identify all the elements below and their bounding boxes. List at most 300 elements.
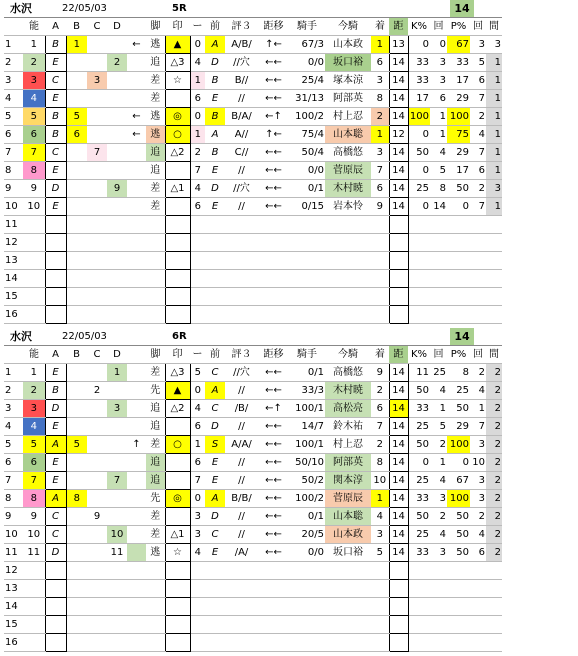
cell-rank bbox=[190, 234, 205, 252]
column-header-finish-pos: 着 bbox=[371, 346, 389, 364]
cell-col-a bbox=[66, 72, 87, 90]
cell-k-runs: 0 bbox=[430, 36, 447, 54]
cell-jockey-rate bbox=[289, 270, 325, 288]
table-row bbox=[4, 198, 502, 216]
cell-rating-3 bbox=[225, 634, 258, 652]
column-header-p-runs: 回 bbox=[470, 18, 486, 36]
cell-ability-grade bbox=[45, 288, 66, 306]
cell-prev-grade: E bbox=[205, 544, 225, 562]
race-number: 6R bbox=[172, 331, 187, 342]
cell-k-percent: 33 bbox=[408, 54, 430, 72]
cell-jockey-rate: 0/1 bbox=[289, 180, 325, 198]
cell-mark: △2 bbox=[165, 400, 190, 418]
cell-col-a bbox=[66, 90, 87, 108]
column-header-jockey-name: 今騎 bbox=[325, 18, 371, 36]
cell-rank: 0 bbox=[190, 108, 205, 126]
cell-horse-number bbox=[23, 580, 45, 598]
cell-finish-pos bbox=[371, 288, 389, 306]
cell-rank bbox=[190, 306, 205, 324]
cell-interval: 1 bbox=[486, 198, 502, 216]
cell-k-percent: 11 bbox=[408, 364, 430, 382]
column-header-ability-grade: A bbox=[45, 346, 66, 364]
cell-ability-grade: B bbox=[45, 108, 66, 126]
cell-distance: 14 bbox=[389, 472, 408, 490]
cell-distance: 14 bbox=[389, 382, 408, 400]
cell-horse-number: 3 bbox=[23, 400, 45, 418]
cell-interval bbox=[486, 270, 502, 288]
cell-mark bbox=[165, 508, 190, 526]
cell-row-number: 14 bbox=[4, 270, 23, 288]
cell-col-a bbox=[66, 180, 87, 198]
cell-distance: 12 bbox=[389, 126, 408, 144]
cell-distance: 14 bbox=[389, 72, 408, 90]
cell-rank: 0 bbox=[190, 490, 205, 508]
cell-mark bbox=[165, 198, 190, 216]
cell-running-style: 追 bbox=[146, 400, 165, 418]
cell-interval: 1 bbox=[486, 126, 502, 144]
cell-mark bbox=[165, 234, 190, 252]
cell-k-percent: 17 bbox=[408, 90, 430, 108]
cell-p-runs: 1 bbox=[470, 400, 486, 418]
cell-ability-grade: C bbox=[45, 526, 66, 544]
cell-jockey-rate: 50/10 bbox=[289, 454, 325, 472]
cell-col-b bbox=[87, 364, 107, 382]
cell-col-a bbox=[66, 144, 87, 162]
cell-ability-grade bbox=[45, 252, 66, 270]
table-row bbox=[4, 90, 502, 108]
cell-col-a bbox=[66, 252, 87, 270]
cell-p-runs bbox=[470, 634, 486, 652]
table-header-row bbox=[4, 18, 502, 36]
table-row bbox=[4, 454, 502, 472]
cell-interval: 1 bbox=[486, 54, 502, 72]
cell-col-a bbox=[66, 526, 87, 544]
cell-p-percent: 67 bbox=[447, 36, 470, 54]
cell-col-b bbox=[87, 126, 107, 144]
cell-row-number: 3 bbox=[4, 400, 23, 418]
cell-col-a: 5 bbox=[66, 436, 87, 454]
cell-col-b bbox=[87, 472, 107, 490]
cell-row-number: 6 bbox=[4, 454, 23, 472]
column-header-prev-grade: 前 bbox=[205, 18, 225, 36]
cell-finish-pos: 9 bbox=[371, 364, 389, 382]
cell-horse-number: 9 bbox=[23, 508, 45, 526]
cell-prev-grade: E bbox=[205, 198, 225, 216]
cell-jockey-rate: 0/15 bbox=[289, 198, 325, 216]
column-header-jockey-name: 今騎 bbox=[325, 346, 371, 364]
cell-finish-pos bbox=[371, 616, 389, 634]
cell-distance-change: ↑← bbox=[258, 126, 289, 144]
cell-k-runs: 4 bbox=[430, 144, 447, 162]
cell-col-d-arrow bbox=[127, 364, 146, 382]
column-header-k-runs: 回 bbox=[430, 18, 447, 36]
cell-rank: 4 bbox=[190, 400, 205, 418]
cell-k-runs bbox=[430, 216, 447, 234]
cell-jockey-name: 鈴木祐 bbox=[325, 418, 371, 436]
cell-running-style: 差 bbox=[146, 364, 165, 382]
cell-k-runs: 1 bbox=[430, 454, 447, 472]
cell-jockey-name: 村上忍 bbox=[325, 436, 371, 454]
cell-col-c bbox=[107, 198, 127, 216]
cell-rating-3: A// bbox=[225, 126, 258, 144]
cell-col-a bbox=[66, 364, 87, 382]
cell-distance bbox=[389, 234, 408, 252]
cell-distance-change: ←← bbox=[258, 490, 289, 508]
cell-col-b bbox=[87, 180, 107, 198]
cell-finish-pos: 1 bbox=[371, 490, 389, 508]
cell-interval bbox=[486, 634, 502, 652]
cell-k-runs bbox=[430, 580, 447, 598]
cell-row-number: 15 bbox=[4, 616, 23, 634]
cell-p-percent bbox=[447, 598, 470, 616]
cell-p-percent bbox=[447, 616, 470, 634]
cell-horse-number: 8 bbox=[23, 162, 45, 180]
cell-p-runs bbox=[470, 306, 486, 324]
cell-jockey-name bbox=[325, 598, 371, 616]
cell-col-a bbox=[66, 616, 87, 634]
cell-prev-grade: A bbox=[205, 490, 225, 508]
column-header-col-d-arrow bbox=[127, 18, 146, 36]
cell-col-c: 11 bbox=[107, 544, 127, 562]
column-header-running-style: 脚 bbox=[146, 346, 165, 364]
cell-prev-grade: A bbox=[205, 126, 225, 144]
race-date: 22/05/03 bbox=[62, 3, 107, 14]
cell-rank bbox=[190, 252, 205, 270]
cell-mark: ◎ bbox=[165, 490, 190, 508]
cell-running-style bbox=[146, 562, 165, 580]
cell-row-number: 4 bbox=[4, 90, 23, 108]
cell-ability-grade: D bbox=[45, 400, 66, 418]
cell-row-number: 9 bbox=[4, 180, 23, 198]
cell-k-runs: 3 bbox=[430, 490, 447, 508]
cell-row-number: 12 bbox=[4, 234, 23, 252]
cell-row-number: 15 bbox=[4, 288, 23, 306]
cell-running-style: 差 bbox=[146, 72, 165, 90]
cell-col-c: 7 bbox=[107, 472, 127, 490]
cell-running-style: 先 bbox=[146, 490, 165, 508]
cell-col-c: 9 bbox=[107, 180, 127, 198]
cell-jockey-name bbox=[325, 616, 371, 634]
cell-ability-grade: C bbox=[45, 144, 66, 162]
cell-distance-change bbox=[258, 562, 289, 580]
cell-jockey-name: 高松亮 bbox=[325, 400, 371, 418]
cell-running-style bbox=[146, 288, 165, 306]
cell-col-d-arrow bbox=[127, 598, 146, 616]
cell-prev-grade bbox=[205, 306, 225, 324]
cell-interval: 2 bbox=[486, 472, 502, 490]
table-row bbox=[4, 598, 502, 616]
cell-finish-pos: 3 bbox=[371, 526, 389, 544]
cell-col-b bbox=[87, 288, 107, 306]
cell-col-a bbox=[66, 454, 87, 472]
cell-col-c bbox=[107, 216, 127, 234]
cell-p-percent: 29 bbox=[447, 418, 470, 436]
column-header-jockey-rate: 騎手 bbox=[289, 18, 325, 36]
cell-col-c bbox=[107, 598, 127, 616]
cell-jockey-name bbox=[325, 306, 371, 324]
cell-p-percent: 17 bbox=[447, 72, 470, 90]
cell-jockey-rate bbox=[289, 252, 325, 270]
cell-jockey-rate bbox=[289, 216, 325, 234]
cell-ability-grade: C bbox=[45, 508, 66, 526]
cell-rank bbox=[190, 562, 205, 580]
cell-col-c bbox=[107, 580, 127, 598]
cell-p-runs: 7 bbox=[470, 144, 486, 162]
cell-rating-3: C// bbox=[225, 144, 258, 162]
cell-jockey-name: 高橋悠 bbox=[325, 364, 371, 382]
cell-distance-change: ←← bbox=[258, 364, 289, 382]
cell-jockey-name bbox=[325, 562, 371, 580]
cell-distance: 14 bbox=[389, 418, 408, 436]
cell-finish-pos: 8 bbox=[371, 454, 389, 472]
cell-ability-grade bbox=[45, 234, 66, 252]
column-header-finish-pos: 着 bbox=[371, 18, 389, 36]
cell-jockey-rate: 100/1 bbox=[289, 436, 325, 454]
cell-jockey-name: 菅原辰 bbox=[325, 162, 371, 180]
cell-p-percent: 8 bbox=[447, 364, 470, 382]
table-row bbox=[4, 54, 502, 72]
cell-ability-grade: A bbox=[45, 490, 66, 508]
cell-distance bbox=[389, 598, 408, 616]
cell-mark bbox=[165, 598, 190, 616]
cell-col-d-arrow bbox=[127, 400, 146, 418]
cell-finish-pos bbox=[371, 234, 389, 252]
cell-prev-grade: D bbox=[205, 508, 225, 526]
cell-interval bbox=[486, 562, 502, 580]
cell-running-style: 追 bbox=[146, 454, 165, 472]
cell-prev-grade: C bbox=[205, 526, 225, 544]
cell-p-runs bbox=[470, 234, 486, 252]
cell-mark: ☆ bbox=[165, 72, 190, 90]
cell-finish-pos: 2 bbox=[371, 382, 389, 400]
cell-rating-3 bbox=[225, 562, 258, 580]
cell-jockey-rate: 0/0 bbox=[289, 54, 325, 72]
column-header-mark: 印 bbox=[165, 346, 190, 364]
cell-rank: 0 bbox=[190, 36, 205, 54]
cell-horse-number: 5 bbox=[23, 436, 45, 454]
cell-col-c bbox=[107, 616, 127, 634]
cell-ability-grade: D bbox=[45, 544, 66, 562]
column-header-horse-number: 能 bbox=[23, 18, 45, 36]
cell-jockey-rate bbox=[289, 598, 325, 616]
cell-rank: 6 bbox=[190, 454, 205, 472]
cell-p-runs: 6 bbox=[470, 162, 486, 180]
cell-p-percent bbox=[447, 216, 470, 234]
cell-distance-change: ←← bbox=[258, 144, 289, 162]
cell-horse-number: 1 bbox=[23, 36, 45, 54]
cell-prev-grade bbox=[205, 216, 225, 234]
cell-interval bbox=[486, 580, 502, 598]
cell-k-percent: 0 bbox=[408, 454, 430, 472]
cell-rating-3: B/B/ bbox=[225, 490, 258, 508]
cell-jockey-rate: 31/13 bbox=[289, 90, 325, 108]
cell-k-percent: 25 bbox=[408, 418, 430, 436]
cell-running-style: 逃 bbox=[146, 126, 165, 144]
cell-rating-3: // bbox=[225, 472, 258, 490]
column-header-p-percent: P% bbox=[447, 346, 470, 364]
table-row bbox=[4, 544, 502, 562]
cell-col-d-arrow bbox=[127, 472, 146, 490]
cell-rating-3: B/A/ bbox=[225, 108, 258, 126]
cell-k-runs bbox=[430, 252, 447, 270]
cell-col-b bbox=[87, 490, 107, 508]
cell-distance: 14 bbox=[389, 198, 408, 216]
cell-k-percent: 50 bbox=[408, 382, 430, 400]
cell-horse-number: 9 bbox=[23, 180, 45, 198]
cell-p-percent: 50 bbox=[447, 400, 470, 418]
cell-running-style bbox=[146, 634, 165, 652]
cell-mark bbox=[165, 90, 190, 108]
cell-col-a bbox=[66, 270, 87, 288]
cell-col-b bbox=[87, 306, 107, 324]
column-header-p-runs: 回 bbox=[470, 346, 486, 364]
cell-col-c bbox=[107, 108, 127, 126]
cell-k-percent: 25 bbox=[408, 526, 430, 544]
column-header-row-number bbox=[4, 346, 23, 364]
cell-interval: 1 bbox=[486, 90, 502, 108]
cell-mark: ○ bbox=[165, 436, 190, 454]
cell-k-percent bbox=[408, 306, 430, 324]
cell-horse-number: 6 bbox=[23, 126, 45, 144]
cell-ability-grade bbox=[45, 598, 66, 616]
cell-ability-grade: D bbox=[45, 180, 66, 198]
cell-k-runs: 4 bbox=[430, 472, 447, 490]
cell-rank bbox=[190, 270, 205, 288]
cell-k-percent: 25 bbox=[408, 180, 430, 198]
cell-k-runs: 1 bbox=[430, 108, 447, 126]
cell-k-runs bbox=[430, 634, 447, 652]
cell-k-percent bbox=[408, 580, 430, 598]
cell-rating-3 bbox=[225, 598, 258, 616]
cell-prev-grade: D bbox=[205, 54, 225, 72]
cell-p-runs bbox=[470, 562, 486, 580]
cell-horse-number bbox=[23, 234, 45, 252]
cell-row-number: 13 bbox=[4, 252, 23, 270]
cell-col-b bbox=[87, 54, 107, 72]
cell-row-number: 4 bbox=[4, 418, 23, 436]
cell-ability-grade bbox=[45, 270, 66, 288]
cell-distance bbox=[389, 616, 408, 634]
cell-rating-3: //穴 bbox=[225, 364, 258, 382]
cell-col-a: 1 bbox=[66, 36, 87, 54]
cell-running-style: 逃 bbox=[146, 108, 165, 126]
cell-col-d-arrow bbox=[127, 544, 146, 562]
cell-rating-3: // bbox=[225, 198, 258, 216]
cell-col-b bbox=[87, 234, 107, 252]
cell-interval: 2 bbox=[486, 526, 502, 544]
table-row bbox=[4, 252, 502, 270]
cell-col-b bbox=[87, 634, 107, 652]
column-header-distance: 距 bbox=[389, 18, 408, 36]
cell-col-a: 6 bbox=[66, 126, 87, 144]
cell-distance: 13 bbox=[389, 36, 408, 54]
cell-col-d-arrow bbox=[127, 54, 146, 72]
cell-prev-grade bbox=[205, 598, 225, 616]
track-name: 水沢 bbox=[10, 330, 32, 343]
cell-col-c bbox=[107, 72, 127, 90]
cell-col-c: 1 bbox=[107, 364, 127, 382]
cell-running-style: 差 bbox=[146, 198, 165, 216]
cell-p-runs bbox=[470, 216, 486, 234]
cell-p-percent bbox=[447, 252, 470, 270]
cell-prev-grade: D bbox=[205, 418, 225, 436]
cell-col-a bbox=[66, 198, 87, 216]
cell-rating-3: /B/ bbox=[225, 400, 258, 418]
cell-interval bbox=[486, 216, 502, 234]
cell-mark: ☆ bbox=[165, 544, 190, 562]
cell-distance bbox=[389, 562, 408, 580]
cell-col-d-arrow bbox=[127, 634, 146, 652]
table-row bbox=[4, 472, 502, 490]
cell-rating-3: A/A/ bbox=[225, 436, 258, 454]
cell-finish-pos: 7 bbox=[371, 418, 389, 436]
column-header-col-a: B bbox=[66, 346, 87, 364]
column-header-col-d-arrow bbox=[127, 346, 146, 364]
cell-distance-change: ←↑ bbox=[258, 108, 289, 126]
cell-running-style bbox=[146, 306, 165, 324]
cell-jockey-name: 岩本怜 bbox=[325, 198, 371, 216]
cell-jockey-rate: 50/4 bbox=[289, 144, 325, 162]
cell-rank: 6 bbox=[190, 198, 205, 216]
cell-horse-number: 2 bbox=[23, 382, 45, 400]
cell-interval bbox=[486, 288, 502, 306]
cell-rank: 2 bbox=[190, 144, 205, 162]
cell-prev-grade bbox=[205, 234, 225, 252]
cell-col-a bbox=[66, 544, 87, 562]
cell-distance-change: ←← bbox=[258, 436, 289, 454]
cell-col-c bbox=[107, 288, 127, 306]
cell-jockey-rate: 50/2 bbox=[289, 472, 325, 490]
cell-jockey-name bbox=[325, 270, 371, 288]
cell-row-number: 14 bbox=[4, 598, 23, 616]
cell-jockey-rate: 100/2 bbox=[289, 490, 325, 508]
cell-distance-change: ←← bbox=[258, 198, 289, 216]
cell-finish-pos: 6 bbox=[371, 54, 389, 72]
cell-col-c bbox=[107, 418, 127, 436]
cell-mark bbox=[165, 454, 190, 472]
table-row bbox=[4, 144, 502, 162]
cell-ability-grade: B bbox=[45, 382, 66, 400]
cell-distance: 14 bbox=[389, 90, 408, 108]
cell-mark bbox=[165, 616, 190, 634]
cell-k-runs bbox=[430, 234, 447, 252]
cell-k-runs bbox=[430, 288, 447, 306]
table-row bbox=[4, 364, 502, 382]
cell-ability-grade: E bbox=[45, 198, 66, 216]
cell-col-d-arrow: ← bbox=[127, 126, 146, 144]
cell-col-b bbox=[87, 252, 107, 270]
cell-col-a bbox=[66, 472, 87, 490]
cell-col-b bbox=[87, 36, 107, 54]
cell-k-percent bbox=[408, 216, 430, 234]
cell-col-a bbox=[66, 382, 87, 400]
cell-finish-pos bbox=[371, 252, 389, 270]
cell-distance-change: ←← bbox=[258, 54, 289, 72]
cell-col-b bbox=[87, 90, 107, 108]
cell-jockey-rate bbox=[289, 580, 325, 598]
cell-distance-change: ←← bbox=[258, 162, 289, 180]
cell-col-d-arrow bbox=[127, 198, 146, 216]
cell-mark bbox=[165, 270, 190, 288]
cell-running-style: 逃 bbox=[146, 544, 165, 562]
cell-col-b bbox=[87, 580, 107, 598]
cell-col-d-arrow: ← bbox=[127, 108, 146, 126]
cell-p-percent: 25 bbox=[447, 382, 470, 400]
cell-jockey-name: 山本聡 bbox=[325, 126, 371, 144]
cell-mark: ○ bbox=[165, 126, 190, 144]
cell-ability-grade: B bbox=[45, 126, 66, 144]
cell-p-percent: 0 bbox=[447, 454, 470, 472]
